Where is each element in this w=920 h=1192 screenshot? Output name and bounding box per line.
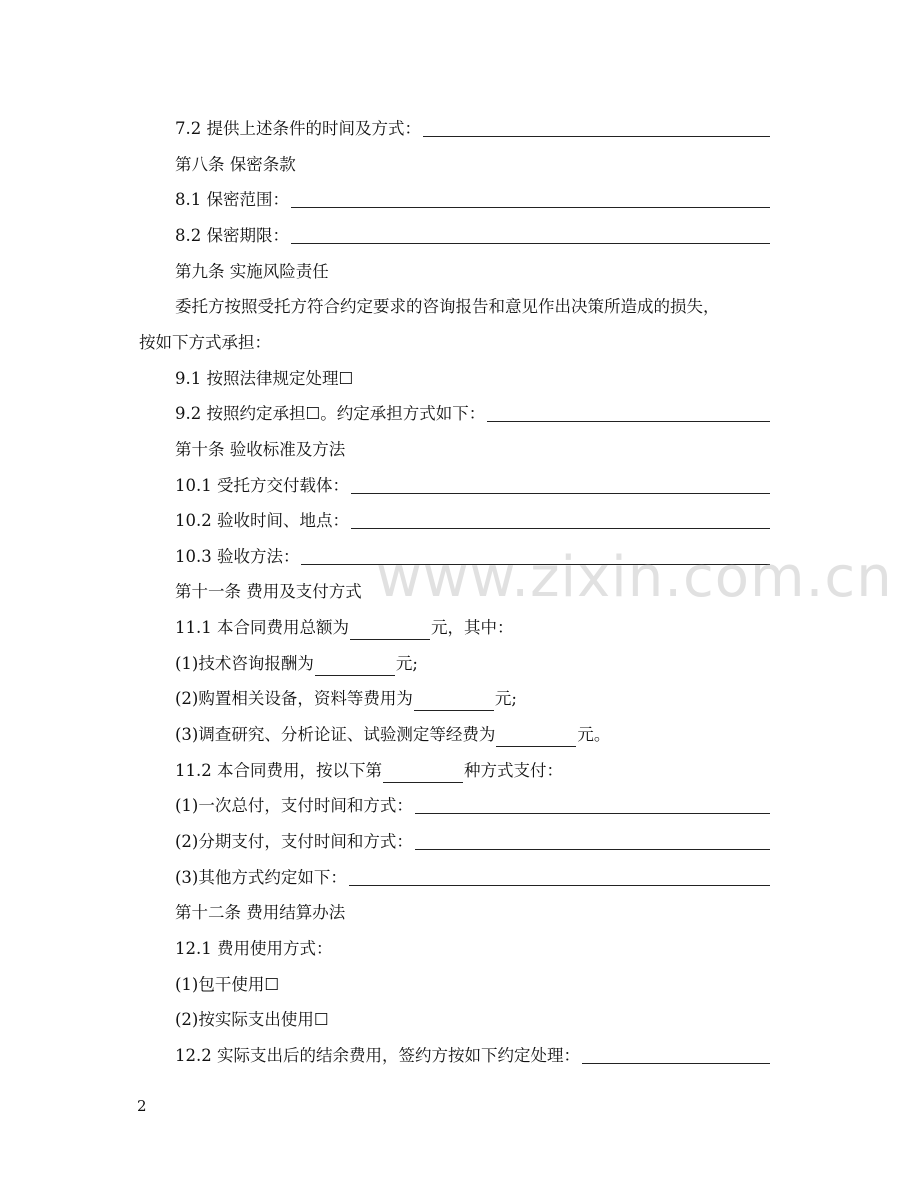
line-text: 9.1 按照法律规定处理☐ bbox=[175, 368, 354, 388]
fill-in-line bbox=[582, 1063, 770, 1064]
document-line bbox=[175, 830, 770, 854]
line-text: 12.1 费用使用方式： bbox=[175, 938, 333, 958]
document-line bbox=[175, 1008, 770, 1032]
line-text: 8.1 保密范围： bbox=[175, 190, 289, 210]
document-line bbox=[175, 438, 770, 462]
document-line bbox=[175, 295, 770, 319]
line-text: 10.2 验收时间、地点： bbox=[175, 511, 349, 531]
line-text: 委托方按照受托方符合约定要求的咨询报告和意见作出决策所造成的损失， bbox=[175, 297, 720, 317]
blank-field bbox=[315, 675, 395, 676]
line-text: 第十一条 费用及支付方式 bbox=[175, 582, 362, 602]
document-line bbox=[175, 474, 770, 498]
line-text: (2)分期支付，支付时间和方式： bbox=[175, 832, 413, 851]
document-line bbox=[175, 759, 770, 783]
fill-in-line bbox=[423, 136, 770, 137]
document-line bbox=[175, 866, 770, 890]
line-text: 10.1 受托方交付载体： bbox=[175, 475, 349, 495]
line-text: 8.2 保密期限： bbox=[175, 225, 289, 245]
document-line bbox=[175, 973, 770, 997]
line-text: 11.1 本合同费用总额为 bbox=[175, 618, 349, 638]
line-text: 第十条 验收标准及方法 bbox=[175, 439, 346, 459]
document-line bbox=[175, 652, 770, 676]
document-line bbox=[175, 794, 770, 818]
line-text: (1)一次总付，支付时间和方式： bbox=[175, 796, 413, 816]
document-line bbox=[175, 402, 770, 426]
line-text: 9.2 按照约定承担☐。约定承担方式如下： bbox=[175, 404, 486, 424]
line-text: 12.2 实际支出后的结余费用，签约方按如下约定处理： bbox=[175, 1045, 580, 1065]
fill-in-line bbox=[415, 813, 770, 814]
line-text: 7.2 提供上述条件的时间及方式： bbox=[175, 119, 421, 138]
blank-field bbox=[496, 746, 576, 747]
blank-field bbox=[350, 639, 430, 640]
document-line bbox=[175, 367, 770, 391]
fill-in-line bbox=[291, 243, 770, 244]
document-line bbox=[175, 153, 770, 177]
fill-in-line bbox=[351, 493, 770, 494]
blank-field bbox=[383, 782, 463, 783]
line-text: 第九条 实施风险责任 bbox=[175, 261, 329, 281]
line-text: (2)按实际支出使用☐ bbox=[175, 1010, 329, 1030]
line-text: 第十二条 费用结算办法 bbox=[175, 903, 346, 923]
document-line bbox=[175, 188, 770, 212]
document-line bbox=[175, 1044, 770, 1068]
document-line bbox=[175, 616, 770, 640]
document-line bbox=[175, 687, 770, 711]
document-line bbox=[139, 331, 770, 355]
line-text-suffix: 元。 bbox=[577, 725, 611, 745]
line-text-suffix: 元; bbox=[494, 689, 517, 709]
line-text-suffix: 元; bbox=[395, 653, 418, 673]
line-text-suffix: 种方式支付： bbox=[463, 760, 563, 780]
document-line bbox=[175, 224, 770, 248]
document-line bbox=[175, 260, 770, 284]
line-text: (2)购置相关设备，资料等费用为 bbox=[175, 689, 413, 709]
line-text: 10.3 验收方法： bbox=[175, 546, 300, 566]
line-text: (1)技术咨询报酬为 bbox=[175, 653, 314, 673]
line-text: (3)其他方式约定如下： bbox=[175, 867, 347, 887]
document-line bbox=[175, 509, 770, 533]
document-line bbox=[175, 937, 770, 961]
fill-in-line bbox=[291, 207, 770, 208]
document-line bbox=[175, 117, 770, 141]
fill-in-line bbox=[487, 421, 770, 422]
blank-field bbox=[414, 710, 494, 711]
fill-in-line bbox=[349, 885, 770, 886]
document-line bbox=[175, 901, 770, 925]
document-line bbox=[175, 723, 770, 747]
line-text: (1)包干使用☐ bbox=[175, 974, 280, 994]
line-text: 按如下方式承担： bbox=[139, 332, 271, 352]
line-text: (3)调查研究、分析论证、试验测定等经费为 bbox=[175, 725, 496, 745]
page-number: 2 bbox=[137, 1097, 147, 1115]
fill-in-line bbox=[415, 849, 770, 850]
line-text-suffix: 元，其中： bbox=[430, 618, 514, 638]
line-text: 第八条 保密条款 bbox=[175, 154, 296, 174]
line-text: 11.2 本合同费用，按以下第 bbox=[175, 760, 382, 780]
watermark: www.zixin.com.cn bbox=[376, 545, 893, 610]
fill-in-line bbox=[351, 528, 770, 529]
